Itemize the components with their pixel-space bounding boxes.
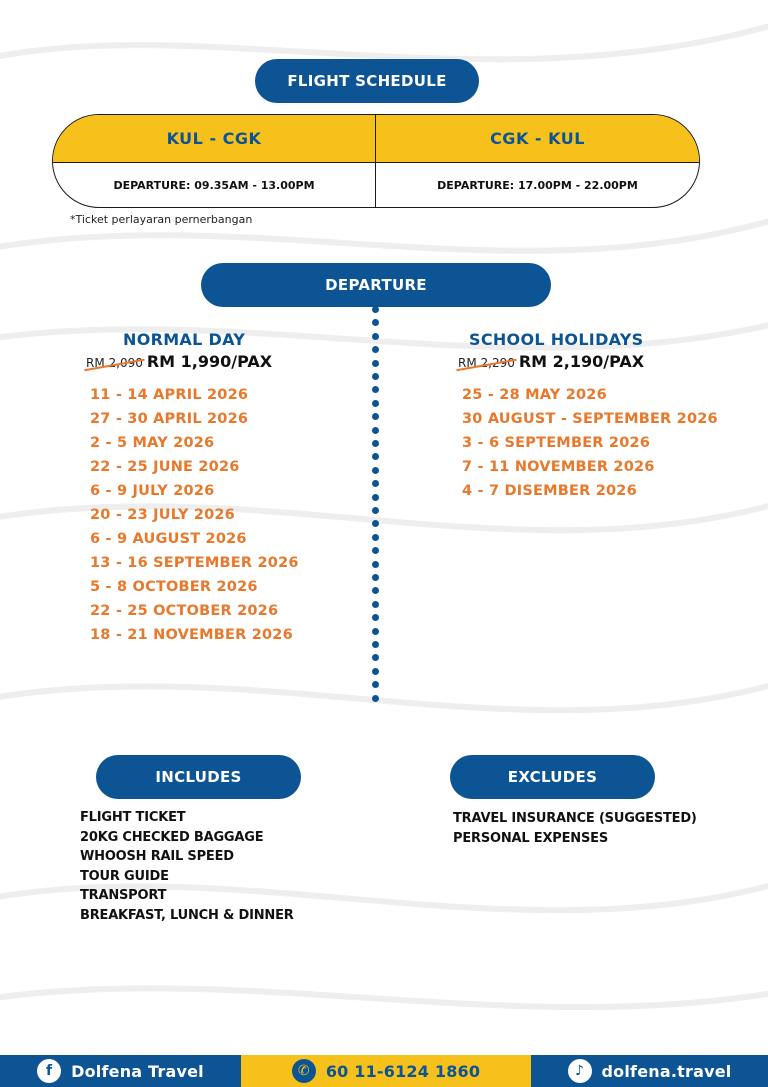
include-item: TRANSPORT: [80, 888, 167, 903]
includes-heading: INCLUDES: [96, 755, 301, 799]
divider-dot: [372, 413, 379, 420]
normal-day-price: [86, 352, 272, 371]
divider-dot: [372, 400, 379, 407]
date-item: 22 - 25 JUNE 2026: [90, 459, 240, 475]
divider-dot: [372, 668, 379, 675]
divider-dot: [372, 547, 379, 554]
normal-new-price: RM 1,990/PAX: [146, 352, 273, 371]
tiktok-link[interactable]: [531, 1055, 768, 1087]
flight-schedule-table: [52, 114, 700, 208]
include-item: 20KG CHECKED BAGGAGE: [80, 829, 264, 845]
date-item: 6 - 9 AUGUST 2026: [90, 531, 247, 547]
normal-day-title: NORMAL DAY: [123, 330, 246, 349]
departure-time-outbound: DEPARTURE: 09.35AM - 13.00PM: [53, 163, 376, 207]
divider-dot: [372, 386, 379, 393]
divider-dot: [372, 494, 379, 501]
include-item: BREAKFAST, LUNCH & DINNER: [80, 907, 294, 923]
divider-dot: [372, 440, 379, 447]
phone-link[interactable]: [241, 1055, 531, 1087]
facebook-icon: f: [37, 1059, 61, 1083]
tiktok-icon: ♪: [568, 1059, 592, 1083]
divider-dot: [372, 520, 379, 527]
divider-dot: [372, 614, 379, 621]
departure-time-return: DEPARTURE: 17.00PM - 22.00PM: [437, 178, 638, 192]
divider-dot: [372, 373, 379, 380]
divider-dot: [372, 427, 379, 434]
dotted-divider: [371, 306, 381, 716]
route-return: CGK - KUL: [376, 115, 699, 163]
divider-dot: [372, 306, 379, 313]
holiday-old-price: RM 2,290: [458, 356, 515, 370]
school-holidays-title: SCHOOL HOLIDAYS: [469, 330, 644, 349]
divider-dot: [372, 534, 379, 541]
route-outbound: KUL - CGK: [53, 115, 376, 163]
divider-dot: [372, 574, 379, 581]
facebook-label: Dolfena Travel: [71, 1061, 204, 1081]
divider-dot: [372, 601, 379, 608]
include-item: TOUR GUIDE: [80, 868, 169, 884]
date-item: 3 - 6 SEPTEMBER 2026: [462, 435, 651, 451]
date-item: 25 - 28 MAY 2026: [462, 387, 607, 403]
date-item: 2 - 5 MAY 2026: [90, 435, 215, 451]
excludes-list: [453, 809, 697, 848]
date-item: 4 - 7 DISEMBER 2026: [462, 483, 637, 499]
date-item: 6 - 9 JULY 2026: [90, 483, 215, 499]
date-item: 20 - 23 JULY 2026: [90, 507, 235, 523]
normal-day-dates: [90, 383, 299, 647]
facebook-link[interactable]: [0, 1055, 241, 1087]
date-item: 5 - 8 OCTOBER 2026: [90, 579, 258, 595]
date-item: 22 - 25 OCTOBER 2026: [90, 603, 279, 619]
normal-old-price: RM 2,090: [86, 356, 143, 370]
date-item: 7 - 11 NOVEMBER 2026: [462, 459, 655, 475]
exclude-item: PERSONAL EXPENSES: [453, 830, 608, 846]
divider-dot: [372, 654, 379, 661]
divider-dot: [372, 641, 379, 648]
include-item: WHOOSH RAIL SPEED: [80, 849, 234, 864]
date-item: 18 - 21 NOVEMBER 2026: [90, 627, 293, 643]
divider-dot: [372, 507, 379, 514]
flight-schedule-heading: FLIGHT SCHEDULE: [255, 59, 479, 103]
divider-dot: [372, 346, 379, 353]
holiday-new-price: RM 2,190/PAX: [518, 352, 645, 371]
divider-dot: [372, 319, 379, 326]
divider-dot: [372, 453, 379, 460]
date-item: 11 - 14 APRIL 2026: [90, 387, 249, 403]
phone-label: 60 11-6124 1860: [325, 1061, 481, 1081]
date-item: 30 AUGUST - SEPTEMBER 2026: [462, 411, 718, 427]
tiktok-label: dolfena.travel: [601, 1061, 732, 1081]
divider-dot: [372, 695, 379, 702]
phone-icon: ✆: [292, 1059, 316, 1083]
date-item: 27 - 30 APRIL 2026: [90, 411, 249, 427]
divider-dot: [372, 467, 379, 474]
excludes-heading: EXCLUDES: [450, 755, 655, 799]
divider-dot: [372, 681, 379, 688]
school-holidays-price: [458, 352, 644, 371]
divider-dot: [372, 587, 379, 594]
school-holidays-dates: [462, 383, 718, 503]
exclude-item: TRAVEL INSURANCE (SUGGESTED): [453, 811, 697, 826]
divider-dot: [372, 360, 379, 367]
includes-list: [80, 808, 294, 925]
divider-dot: [372, 561, 379, 568]
divider-dot: [372, 333, 379, 340]
include-item: FLIGHT TICKET: [80, 810, 186, 825]
departure-heading: DEPARTURE: [201, 263, 551, 307]
divider-dot: [372, 480, 379, 487]
divider-dot: [372, 628, 379, 635]
date-item: 13 - 16 SEPTEMBER 2026: [90, 555, 299, 571]
contact-footer: [0, 1055, 768, 1087]
ticket-note: *Ticket perlayaran pernerbangan: [70, 213, 253, 226]
